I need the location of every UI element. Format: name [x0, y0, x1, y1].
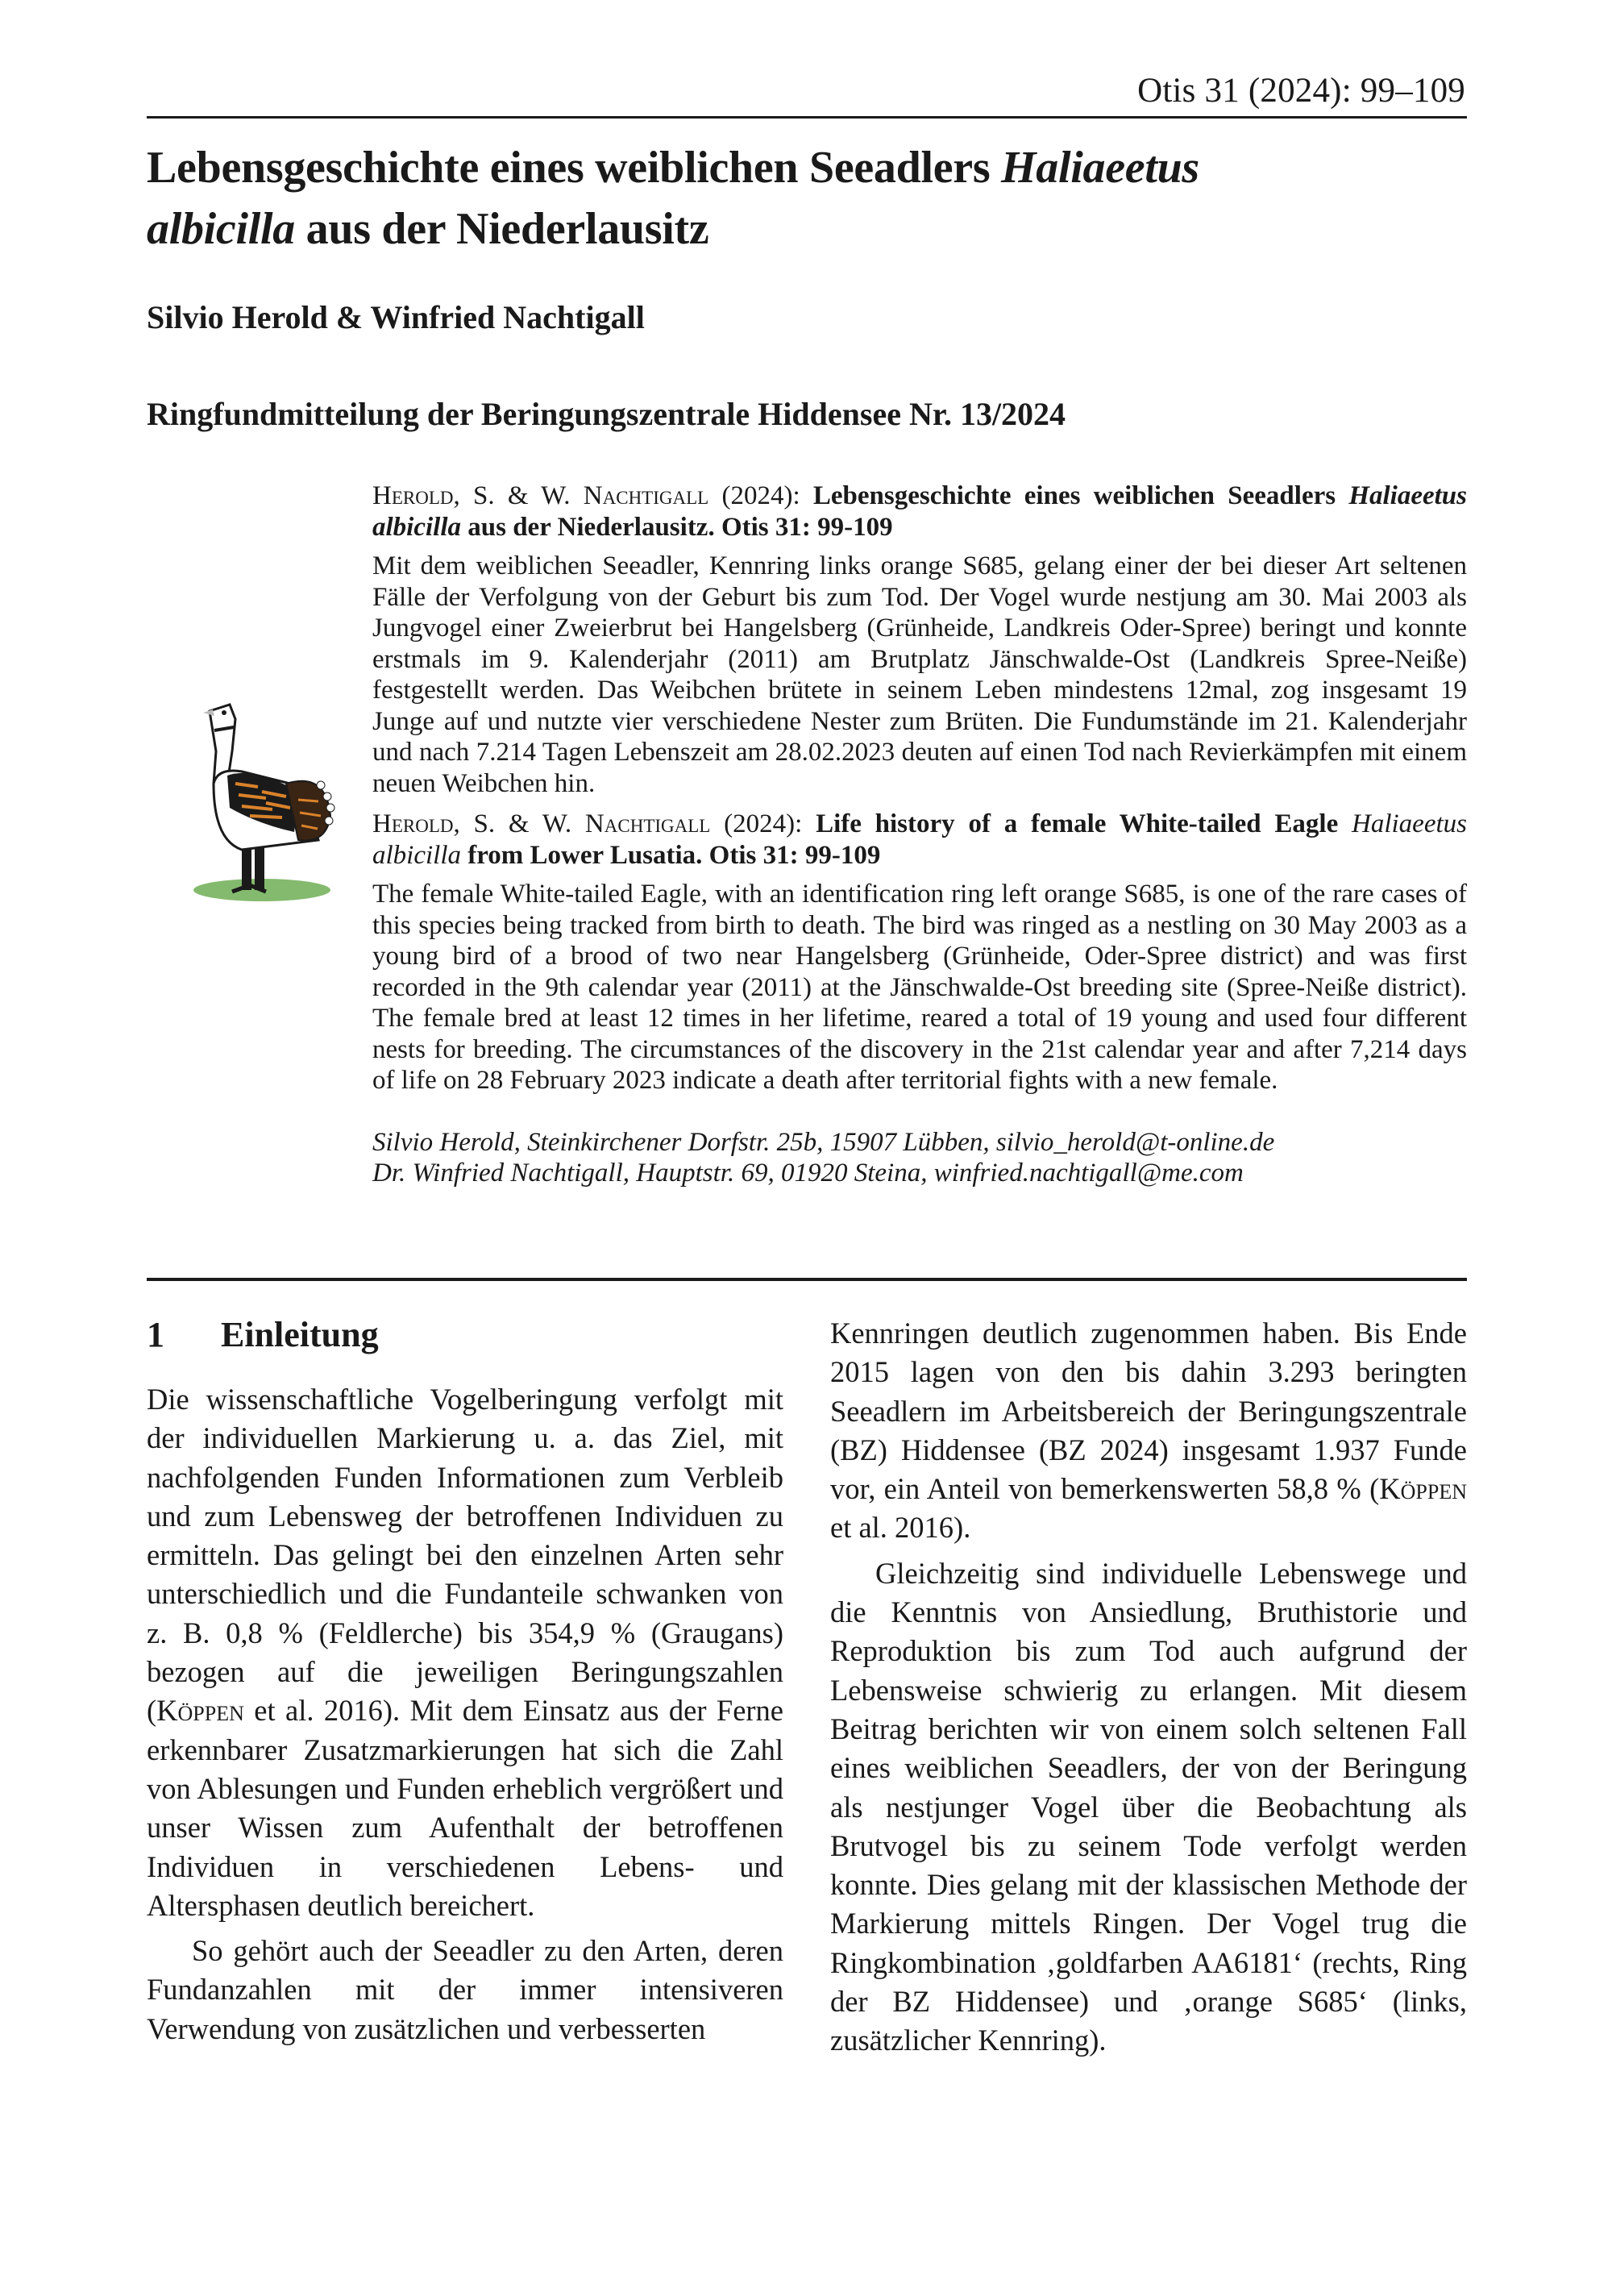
paragraph: So gehört auch der Seeadler zu den Arten, deren Fundanzahlen mit der immer intensiveren Verwendung von zusätzlichen und verbesserten	[147, 1934, 783, 2045]
abstract-en-citation	[372, 809, 1467, 871]
journal-reference: Otis 31 (2024): 99–109	[1137, 72, 1465, 110]
paragraph	[147, 1380, 783, 1925]
paragraph-text: et al. 2016). Mit dem Einsatz aus der Ferne erkennbarer Zusatzmarkierungen hat sich die Zahl von Ablesungen und Funden erheblich vergrößert und unser Wissen zum Aufenthalt der betroffenen Individuen in verschiedenen Lebens- und Altersphasen deutlich bereichert.	[147, 1694, 783, 1922]
citation-authors: Herold, S. & W. Nachtigall	[372, 809, 711, 838]
body-column-right	[830, 1314, 1467, 2061]
bird-illustration-icon	[185, 695, 347, 906]
citation-title: Life history of a female White-tailed Eagle	[816, 809, 1352, 838]
abstract-en-text: The female White-tailed Eagle, with an identification ring left orange S685, is one of the rare cases of this species being tracked from birth to death. The bird was ringed as a nestling on 30 May 2003 as a young bird of a brood of two near Hangelsberg (Grünheide, Oder-Spree district) and was first recorded in the 9th calendar year (2011) at the Jänschwalde-Ost breeding site (Spree-Neiße district). The female bred at least 12 times in her lifetime, reared a total of 19 young and used four different nests for breeding. The circumstances of the discovery in the 21st calendar year and after 7,214 days of life on 28 February 2023 indicate a death after territorial fights with a new female.	[372, 880, 1467, 1095]
header-rule	[147, 116, 1467, 119]
article-series: Ringfundmitteilung der Beringungszentrale Hiddensee Nr. 13/2024	[147, 396, 1066, 432]
paragraph-text: Kennringen deutlich zugenommen haben. Bis Ende 2015 lagen von den bis dahin 3.293 beringten Seeadlern im Arbeitsbereich der Beringungszentrale (BZ) Hiddensee (BZ 2024) insgesamt 1.937 Funde vor, ein Anteil von bemerkenswerten 58,8 % (	[830, 1316, 1467, 1506]
citation-author: Köppen	[1379, 1472, 1467, 1506]
section-heading	[147, 1314, 783, 1356]
paragraph-text: et al. 2016).	[830, 1511, 971, 1545]
citation-year: (2024):	[710, 809, 816, 838]
author-addresses	[372, 1127, 1467, 1189]
citation-journal: from Lower Lusatia. Otis 31: 99-109	[461, 840, 881, 870]
paragraph	[830, 1314, 1467, 1548]
abstract-de-text: Mit dem weiblichen Seeadler, Kennring links orange S685, gelang einer der bei dieser Art seltenen Fälle der Verfolgung von der Geburt bis zum Tod. Der Vogel wurde nestjung am 30. Mai 2003 als Jungvogel einer Zweierbrut bei Hangelsberg (Grünheide, Landkreis Oder-Spree) beringt und konnte erstmals im 9. Kalenderjahr (2011) am Brutplatz Jänschwalde-Ost (Landkreis Spree-Neiße) festgestellt werden. Das Weibchen brütete in seinem Leben mindestens 12mal, zog insgesamt 19 Junge auf und nutzte vier verschiedene Nester zum Brüten. Die Fundumstände im 21. Kalenderjahr und nach 7.214 Tagen Lebenszeit am 28.02.2023 deuten auf einen Tod nach Revierkämpfen mit einem neuen Weibchen hin.	[372, 551, 1467, 798]
abstract-de-citation	[372, 480, 1467, 543]
title-text: Lebensgeschichte eines weiblichen Seeadlers	[147, 143, 1002, 193]
address-herold: Silvio Herold, Steinkirchener Dorfstr. 25b, 15907 Lübben, silvio_herold@t-online.de	[372, 1127, 1275, 1157]
citation-species: Haliaeetus albicilla	[372, 809, 1467, 870]
title-species-genus: Haliaeetus	[1001, 143, 1199, 193]
title-text-rest: aus der Niederlausitz	[294, 204, 709, 254]
title-species-epithet: albicilla	[147, 204, 295, 254]
citation-author: Köppen	[156, 1694, 244, 1728]
section-title: Einleitung	[221, 1315, 379, 1354]
abstract-block	[372, 480, 1467, 1189]
address-nachtigall: Dr. Winfried Nachtigall, Hauptstr. 69, 01920 Steina, winfried.nachtigall@me.com	[372, 1158, 1244, 1188]
citation-journal: aus der Niederlausitz. Otis 31: 99-109	[461, 512, 893, 542]
article-authors: Silvio Herold & Winfried Nachtigall	[147, 299, 645, 335]
article-title	[147, 137, 1469, 260]
section-number: 1	[147, 1315, 164, 1354]
paragraph-text: Die wissenschaftliche Vogelberingung verfolgt mit der individuellen Markierung u. a. das Ziel, mit nachfolgenden Funden Informationen zum Verbleib und zum Lebensweg der betroffenen Individuen zu ermitteln. Das gelingt bei den einzelnen Arten sehr unterschiedlich und die Fundanteile schwanken von z. B. 0,8 % (Feldlerche) bis 354,9 % (Graugans) bezogen auf die jeweiligen Beringungszahlen (	[147, 1383, 783, 1728]
paragraph: Gleichzeitig sind individuelle Lebenswege und die Kenntnis von Ansiedlung, Bruthistorie und Reproduktion bis zum Tod auch aufgrund der Lebensweise schwierig zu erlangen. Mit diesem Beitrag berichten wir von einem solch seltenen Fall eines weiblichen Seeadlers, der von der Beringung als nestjunger Vogel über die Beobachtung als Brutvogel bis zu seinem Tode verfolgt werden konnte. Dies gelang mit der klassischen Methode der Markierung mittels Ringen. Der Vogel trug die Ringkombination ‚goldfarben AA6181‘ (rechts, Ring der BZ Hiddensee) und ‚orange S685‘ (links, zusätzlicher Kennring).	[830, 1556, 1467, 2057]
citation-title: Lebensgeschichte eines weiblichen Seeadlers	[812, 481, 1349, 510]
citation-year: (2024):	[708, 481, 813, 510]
citation-species: Haliaeetus albicilla	[372, 481, 1467, 542]
section-divider-rule	[147, 1278, 1467, 1281]
body-column-left	[147, 1314, 783, 2049]
citation-authors: Herold, S. & W. Nachtigall	[372, 481, 709, 510]
